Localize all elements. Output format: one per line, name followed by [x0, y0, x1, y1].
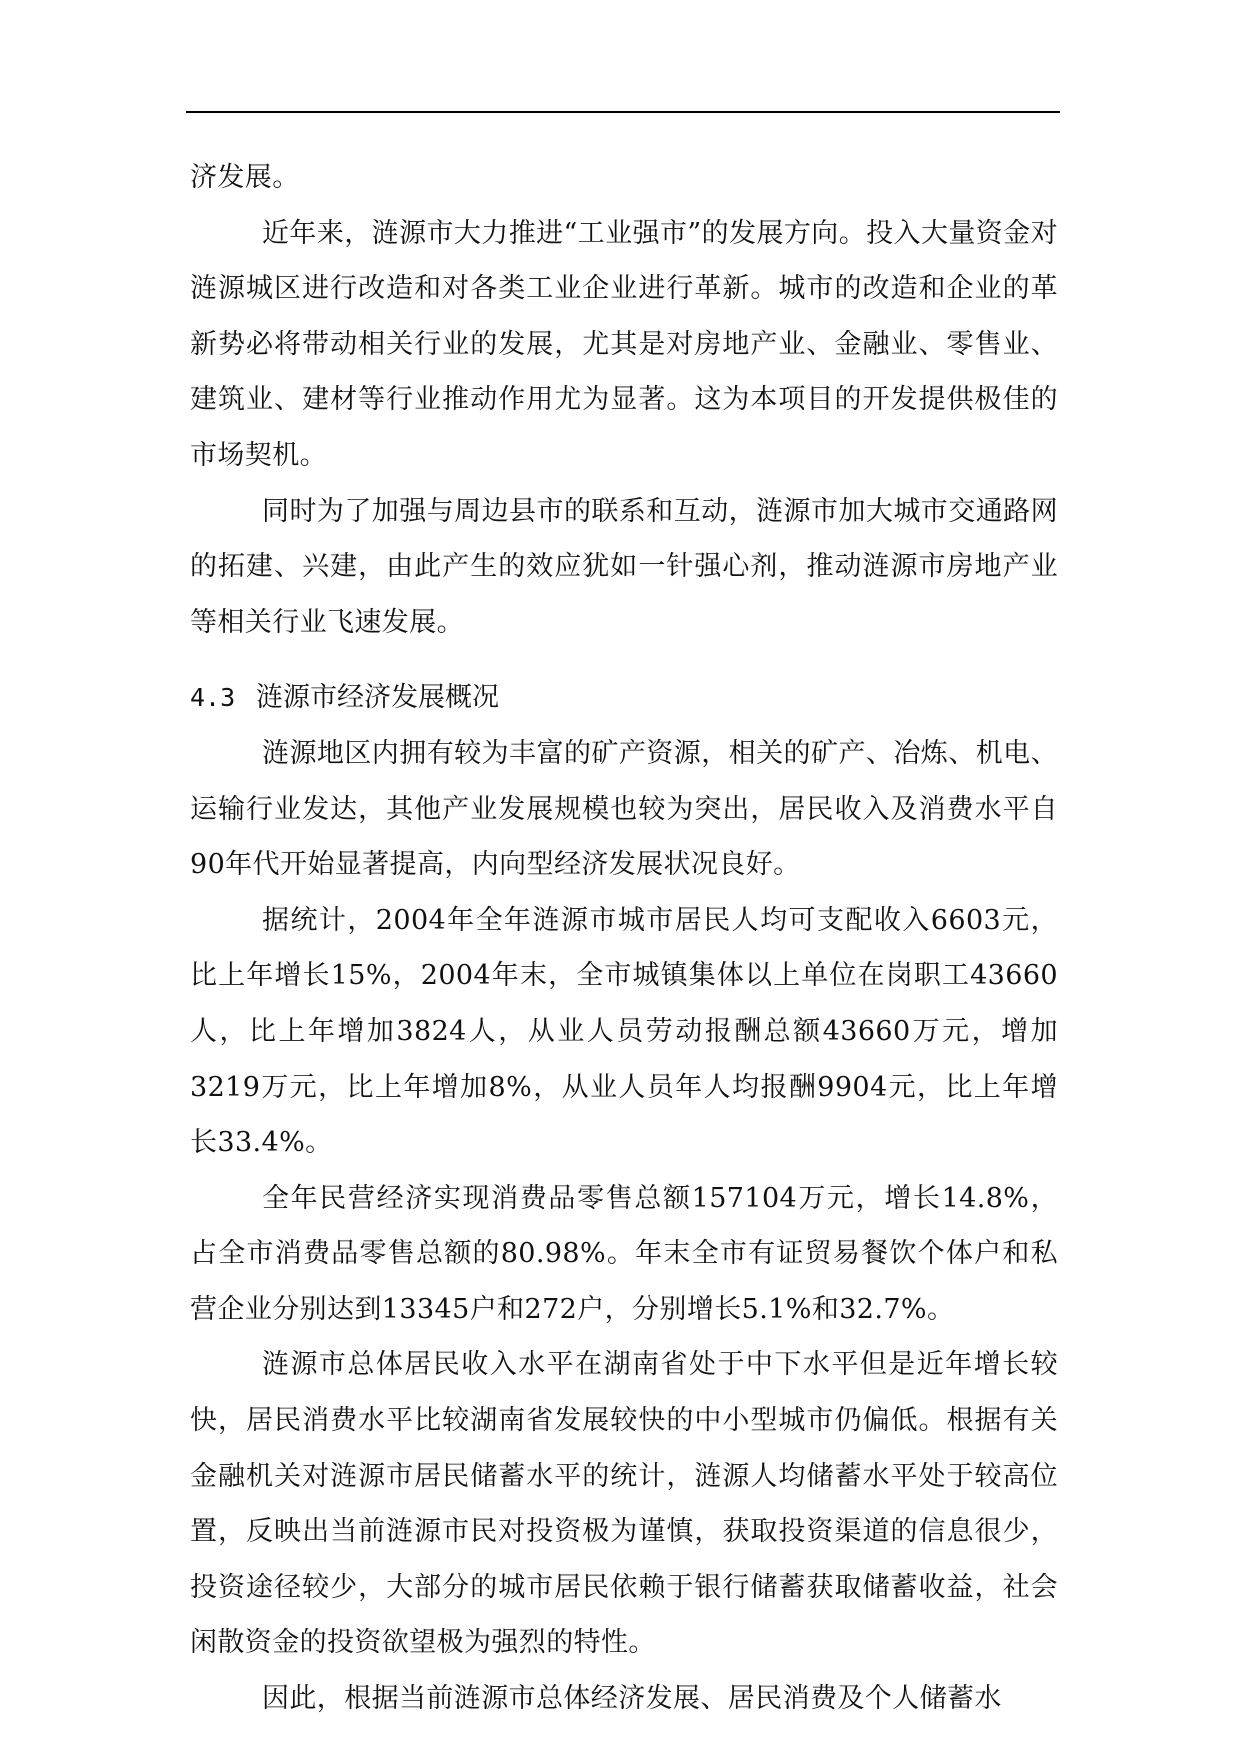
- paragraph-statistics: 据统计，2004年全年涟源市城市居民人均可支配收入6603元，比上年增长15%，2004年末，全市城镇集体以上单位在岗职工43660人，比上年增加3824人，从业人员劳动报酬总额43660万元，增加3219万元，比上年增加8%，从业人员年人均报酬9904元，比上年增长33.4%。: [190, 904, 1058, 1159]
- paragraph-industrial-development: 近年来，涟源市大力推进“工业强市”的发展方向。投入大量资金对涟源城区进行改造和对各类工业企业进行革新。城市的改造和企业的革新势必将带动相关行业的发展，尤其是对房地产业、金融业、零售业、建筑业、建材等行业推动作用尤为显著。这为本项目的开发提供极佳的市场契机。: [190, 217, 1058, 471]
- paragraph-transport-network: 同时为了加强与周边县市的联系和互动，涟源市加大城市交通路网的拓建、兴建，由此产生的效应犹如一针强心剂，推动涟源市房地产业等相关行业飞速发展。: [190, 495, 1058, 638]
- section-number: 4.3: [190, 683, 236, 713]
- paragraph-income-savings: 涟源市总体居民收入水平在湖南省处于中下水平但是近年增长较快，居民消费水平比较湖南省发展较快的中小型城市仍偏低。根据有关金融机关对涟源市居民储蓄水平的统计，涟源人均储蓄水平处于较高位置，反映出当前涟源市民对投资极为谨慎，获取投资渠道的信息很少，投资途径较少，大部分的城市居民依赖于银行储蓄获取储蓄收益，社会闲散资金的投资欲望极为强烈的特性。: [190, 1349, 1058, 1659]
- document-body: [190, 150, 1058, 1727]
- paragraph-conclusion: 因此，根据当前涟源市总体经济发展、居民消费及个人储蓄水: [262, 1683, 1002, 1715]
- header-rule: [186, 111, 1060, 113]
- section-heading: [190, 670, 1058, 726]
- section-title: 涟源市经济发展概况: [256, 682, 499, 714]
- paragraph-resources: 涟源地区内拥有较为丰富的矿产资源，相关的矿产、冶炼、机电、运输行业发达，其他产业发展规模也较为突出，居民收入及消费水平自90年代开始显著提高，内向型经济发展状况良好。: [190, 737, 1058, 881]
- paragraph-continuation: 济发展。: [190, 162, 300, 193]
- paragraph-private-economy: 全年民营经济实现消费品零售总额157104万元，增长14.8%，占全市消费品零售总额的80.98%。年末全市有证贸易餐饮个体户和私营企业分别达到13345户和272户，分别增长5.1%和32.7%。: [190, 1182, 1058, 1325]
